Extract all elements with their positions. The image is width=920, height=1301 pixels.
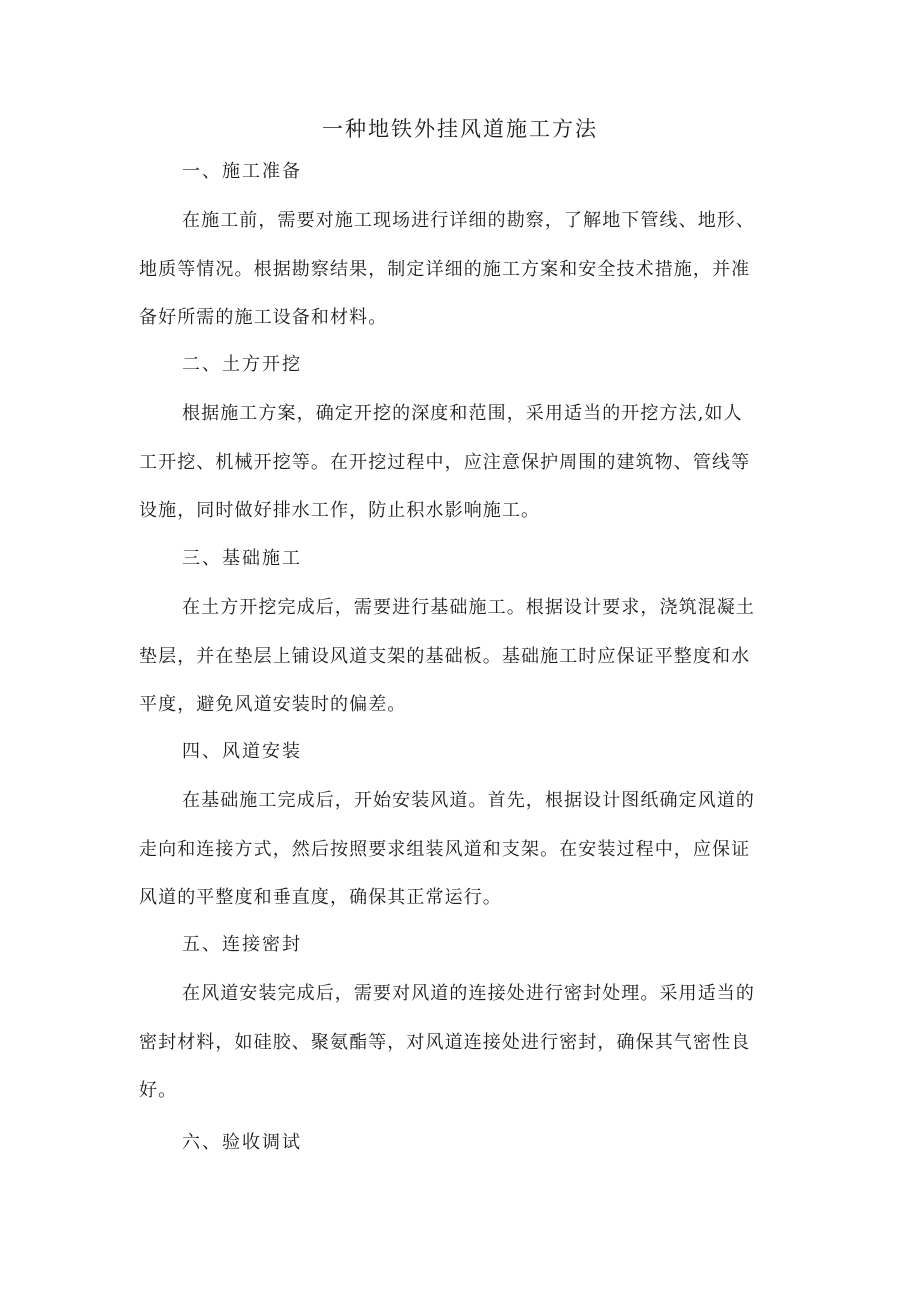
section-paragraph xyxy=(139,970,799,1116)
section-heading: 二、土方开挖 xyxy=(182,354,302,375)
section-heading: 三、基础施工 xyxy=(182,548,302,569)
paragraph-line: 备好所需的施工设备和材料。 xyxy=(139,307,388,328)
paragraph-line: 密封材料，如硅胶、聚氨酯等，对风道连接处进行密封，确保其气密性良 xyxy=(139,1031,751,1053)
section-paragraph xyxy=(139,777,799,923)
paragraph-line: 好。 xyxy=(139,1080,178,1101)
paragraph-line: 垫层，并在垫层上铺设风道支架的基础板。基础施工时应保证平整度和水 xyxy=(139,645,751,667)
section-heading: 四、风道安装 xyxy=(182,741,302,762)
paragraph-line: 在风道安装完成后，需要对风道的连接处进行密封处理。采用适当的 xyxy=(182,983,755,1004)
paragraph-line: 在土方开挖完成后，需要进行基础施工。根据设计要求，浇筑混凝土 xyxy=(182,597,755,618)
paragraph-line: 在基础施工完成后，开始安装风道。首先，根据设计图纸确定风道的 xyxy=(182,790,755,811)
paragraph-line: 平度，避免风道安装时的偏差。 xyxy=(139,694,407,715)
paragraph-line: 风道的平整度和垂直度，确保其正常运行。 xyxy=(139,887,502,908)
section-heading: 一、施工准备 xyxy=(182,161,302,182)
paragraph-line: 根据施工方案，确定开挖的深度和范围，采用适当的开挖方法,如人 xyxy=(182,403,743,424)
section-paragraph xyxy=(139,390,799,536)
paragraph-line: 地质等情况。根据勘察结果，制定详细的施工方案和安全技术措施，并准 xyxy=(139,258,751,280)
paragraph-line: 走向和连接方式，然后按照要求组装风道和支架。在安装过程中，应保证 xyxy=(139,838,751,860)
section-heading: 六、验收调试 xyxy=(182,1132,302,1153)
paragraph-line: 设施，同时做好排水工作，防止积水影响施工。 xyxy=(139,500,541,521)
section-paragraph xyxy=(139,584,799,730)
section-heading: 五、连接密封 xyxy=(182,934,302,955)
document-title: 一种地铁外挂风道施工方法 xyxy=(322,117,598,141)
paragraph-line: 工开挖、机械开挖等。在开挖过程中，应注意保护周围的建筑物、管线等 xyxy=(139,451,751,473)
paragraph-line: 在施工前，需要对施工现场进行详细的勘察，了解地下管线、地形、 xyxy=(182,210,755,231)
section-paragraph xyxy=(139,197,799,343)
